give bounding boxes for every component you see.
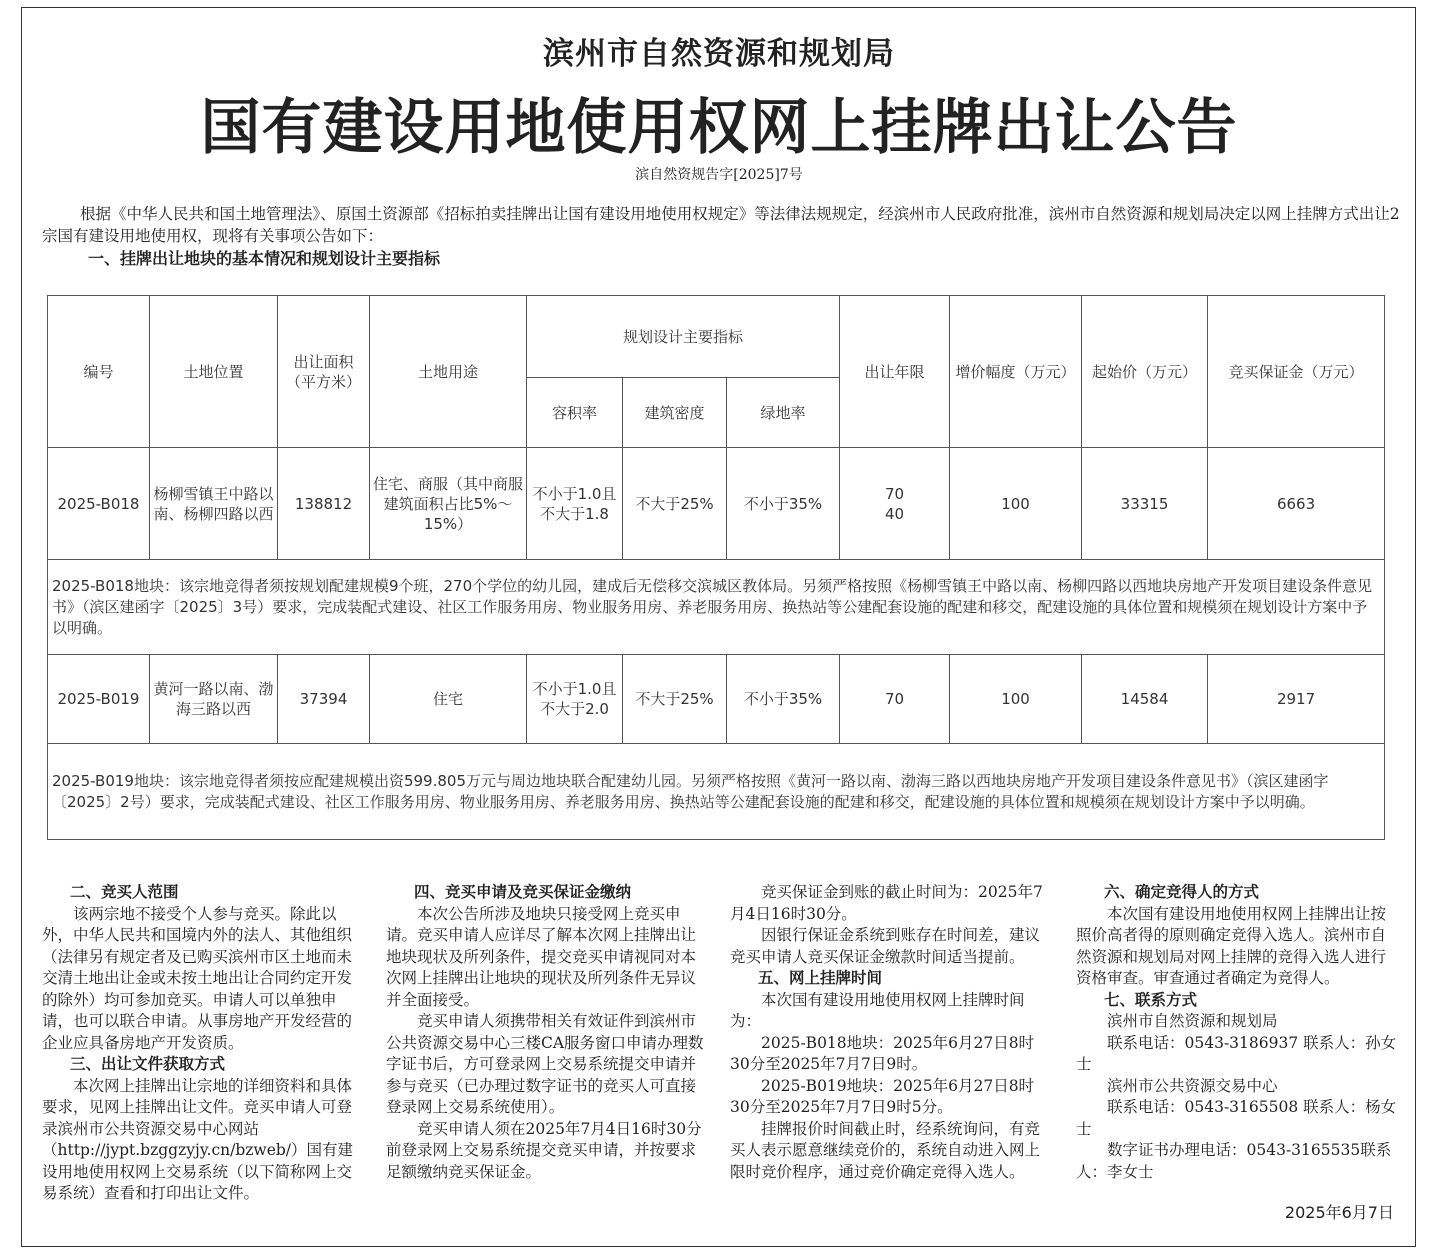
section4-body-4: 竞买保证金到账的截止时间为：2025年7月4日16时30分。	[730, 883, 1043, 923]
cell-start-price: 14584	[1082, 655, 1208, 744]
header-green: 绿地率	[727, 378, 840, 448]
header-increment: 增价幅度（万元）	[950, 296, 1082, 448]
table-note-row	[48, 744, 1385, 840]
document-number: 滨自然资规告字[2025]7号	[635, 167, 803, 183]
contact-line-1: 联系电话：0543-3186937 联系人：孙女士	[1076, 1033, 1397, 1073]
header-start-price: 起始价（万元）	[1082, 296, 1208, 448]
text-column-4	[1076, 882, 1398, 1183]
cell-area: 37394	[278, 655, 370, 744]
header-id: 编号	[48, 296, 150, 448]
section5-title: 五、网上挂牌时间	[758, 969, 883, 987]
issuing-organization: 滨州市自然资源和规划局	[543, 36, 895, 72]
section4-title: 四、竞买申请及竞买保证金缴纳	[414, 883, 632, 901]
land-parcel-table	[47, 295, 1385, 840]
table-row	[48, 448, 1385, 560]
header-area: 出让面积（平方米）	[278, 296, 370, 448]
term-commercial: 40	[884, 504, 905, 523]
cell-use: 住宅	[370, 655, 527, 744]
header-far: 容积率	[527, 378, 623, 448]
contact-org-2: 滨州市公共资源交易中心	[1107, 1076, 1278, 1095]
cell-deposit: 6663	[1208, 448, 1385, 560]
cell-increment: 100	[950, 655, 1082, 744]
contact-org-1: 滨州市自然资源和规划局	[1107, 1012, 1278, 1030]
cell-area: 138812	[278, 448, 370, 560]
table-note-row	[48, 560, 1385, 655]
section4-body-5: 因银行保证金系统到账存在时间差，建议竞买申请人竞买保证金缴款时间适当提前。	[730, 926, 1041, 966]
cell-location: 杨柳雪镇王中路以南、杨柳四路以西	[150, 448, 278, 560]
header-deposit: 竞买保证金（万元）	[1208, 296, 1385, 448]
cell-location: 黄河一路以南、渤海三路以西	[150, 655, 278, 744]
cell-increment: 100	[950, 448, 1082, 560]
announcement-title: 国有建设用地使用权网上挂牌出让公告	[200, 93, 1238, 163]
section3-title: 三、出让文件获取方式	[70, 1055, 226, 1073]
table-row	[48, 655, 1385, 744]
parcel-note: 2025-B019地块：该宗地竞得者须按应配建规模出资599.805万元与周边地块联合配建幼儿园。另须严格按照《黄河一路以南、渤海三路以西地块房地产开发项目建设条件意见书》（滨区建函字〔2025〕2号）要求，完成装配式建设、社区工作服务用房、物业服务用房、养老服务用房、换热站等公建配套设施的配建和移交，配建设施的具体位置和规模须在规划设计方案中予以明确。	[48, 744, 1385, 840]
header-use: 土地用途	[370, 296, 527, 448]
cell-id: 2025-B018	[48, 448, 150, 560]
header-location: 土地位置	[150, 296, 278, 448]
intro-paragraph: 根据《中华人民共和国土地管理法》、原国土资源部《招标拍卖挂牌出让国有建设用地使用权规定》等法律法规规定，经滨州市人民政府批准，滨州市自然资源和规划局决定以网上挂牌方式出让2宗国有建设用地使用权，现将有关事项公告如下：	[42, 205, 1400, 245]
text-column-2	[386, 882, 706, 1183]
cell-id: 2025-B019	[48, 655, 150, 744]
section3-body: 本次网上挂牌出让宗地的详细资料和具体要求，见网上挂牌出让文件。竞买申请人可登录滨州市公共资源交易中心网站（http://jypt.bzggzyjy.cn/bzweb/）国有建设用地使用权网上交易系统（以下简称网上交易系统）查看和打印出让文件。	[42, 1076, 354, 1202]
section5-body-1: 本次国有建设用地使用权网上挂牌时间为：	[730, 990, 1025, 1030]
announcement-date: 2025年6月7日	[1284, 1203, 1394, 1222]
section1-title: 一、挂牌出让地块的基本情况和规划设计主要指标	[88, 249, 441, 268]
cell-use: 住宅、商服（其中商服建筑面积占比5%～15%）	[370, 448, 527, 560]
section4-body-1: 本次公告所涉及地块只接受网上竞买申请。竞买申请人应详尽了解本次网上挂牌出让地块现状及所列条件，提交竞买申请视同对本次网上挂牌出让地块的现状及所列条件无异议并全面接受。	[386, 904, 697, 1009]
cell-far: 不小于1.0且不大于2.0	[527, 655, 623, 744]
header-density: 建筑密度	[623, 378, 727, 448]
contact-line-2: 联系电话：0543-3165508 联系人：杨女士	[1076, 1098, 1397, 1138]
section2-body: 该两宗地不接受个人参与竞买。除此以外，中华人民共和国境内外的法人、其他组织（法律另有规定者及已购买滨州市区土地而未交清土地出让金或未按土地出让合同约定开发的除外）均可参加竞买。申请人可以单独申请，也可以联合申请。从事房地产开发经营的企业应具备房地产开发资质。	[42, 904, 353, 1052]
section5-body-3: 2025-B019地块：2025年6月27日8时30分至2025年7月7日9时5分。	[730, 1076, 1035, 1116]
cell-green: 不小于35%	[727, 448, 840, 560]
cell-deposit: 2917	[1208, 655, 1385, 744]
header-term: 出让年限	[840, 296, 950, 448]
cell-term	[840, 448, 950, 560]
cell-density: 不大于25%	[623, 448, 727, 560]
section4-body-3: 竞买申请人须在2025年7月4日16时30分前登录网上交易系统提交竞买申请，并按要求足额缴纳竞买保证金。	[386, 1119, 702, 1181]
section6-title: 六、确定竞得人的方式	[1104, 883, 1260, 901]
term-residential: 70	[884, 484, 905, 503]
section5-body-4: 挂牌报价时间截止时，经系统询问，有竞买人表示愿意继续竞价的，系统自动进入网上限时竞价程序，通过竞价确定竞得入选人。	[730, 1119, 1041, 1181]
cell-density: 不大于25%	[623, 655, 727, 744]
header-planning: 规划设计主要指标	[527, 296, 840, 378]
cell-green: 不小于35%	[727, 655, 840, 744]
section5-body-2: 2025-B018地块：2025年6月27日8时30分至2025年7月7日9时。	[730, 1033, 1035, 1073]
parcel-note: 2025-B018地块：该宗地竞得者须按规划配建规模9个班，270个学位的幼儿园，建成后无偿移交滨城区教体局。另须严格按照《杨柳雪镇王中路以南、杨柳四路以西地块房地产开发项目建设条件意见书》（滨区建函字〔2025〕3号）要求，完成装配式建设、社区工作服务用房、物业服务用房、养老服务用房、换热站等公建配套设施的配建和移交，配建设施的具体位置和规模须在规划设计方案中予以明确。	[48, 560, 1385, 655]
cell-term: 70	[840, 655, 950, 744]
cell-far: 不小于1.0且不大于1.8	[527, 448, 623, 560]
text-column-3	[730, 882, 1052, 1183]
section4-body-2: 竞买申请人须携带相关有效证件到滨州市公共资源交易中心三楼CA服务窗口申请办理数字证书后，方可登录网上交易系统提交申请并参与竞买（已办理过数字证书的竞买人可直接登录网上交易系统使用）。	[386, 1012, 704, 1116]
contact-line-3: 数字证书办理电话：0543-3165535联系人：李女士	[1076, 1141, 1392, 1181]
section2-title: 二、竞买人范围	[70, 883, 179, 901]
section6-body: 本次国有建设用地使用权网上挂牌出让按照价高者得的原则确定竞得入选人。滨州市自然资源和规划局对网上挂牌的竞得入选人进行资格审查。审查通过者确定为竞得人。	[1076, 904, 1387, 987]
section7-title: 七、联系方式	[1104, 990, 1198, 1009]
cell-start-price: 33315	[1082, 448, 1208, 560]
text-column-1	[42, 882, 362, 1205]
